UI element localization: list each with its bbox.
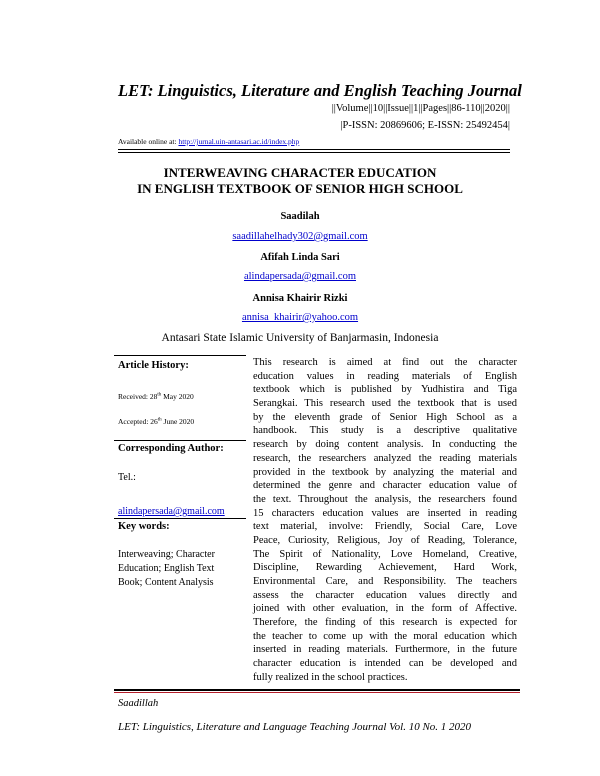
corresponding-author-heading: Corresponding Author:: [118, 443, 224, 454]
received-date: Received: 28th May 2020: [118, 392, 194, 401]
header-rule-thin: [118, 152, 510, 153]
keywords-heading: Key words:: [118, 521, 170, 532]
abstract-line: assess the character education values directly and: [253, 589, 517, 601]
footer-author: Saadillah: [118, 698, 159, 709]
author-email: [0, 266, 600, 284]
abstract-line: Environmental Care, and Responsibility. The teachers: [253, 576, 517, 587]
footer-rule: [114, 689, 520, 691]
abstract-line: fully realized in the school practices.: [253, 671, 408, 683]
abstract-line: This research is aimed at find out the character: [253, 357, 517, 368]
abstract-line: education values in reading materials of English: [253, 370, 517, 382]
abstract-line: Serangkai. This research used the textbook that is used: [253, 398, 517, 410]
author-name: Afifah Linda Sari: [260, 252, 340, 263]
abstract-line: Discipline, Rewarding Achievement, Hard Work,: [253, 562, 517, 574]
journal-issn-info: |P-ISSN: 20869606; E-ISSN: 25492454|: [340, 120, 510, 131]
accepted-date: Accepted: 26th June 2020: [118, 417, 195, 426]
abstract-line: research, the researchers analyzed the reading materials: [253, 452, 517, 464]
info-rule: [114, 518, 246, 519]
article-title-line1: INTERWEAVING CHARACTER EDUCATION: [163, 165, 437, 180]
abstract-line: handbook. This study is a descriptive qualitative: [253, 425, 517, 437]
footer-rule-red: [114, 692, 520, 693]
abstract-line: determined the genre and character education value of: [253, 480, 517, 492]
abstract: [253, 356, 517, 685]
abstract-line: Peace, Curiosity, Religious, Joy of Reading, Tolerance,: [253, 534, 517, 546]
author-email-link[interactable]: saadillahelhady302@gmail.com: [232, 231, 368, 242]
journal-volume-info: ||Volume||10||Issue||1||Pages||86-110||2020||: [331, 103, 510, 114]
abstract-line: The Spirit of Nationality, Love Homeland, Creative,: [253, 548, 517, 560]
abstract-line: character education is intended can be developed and: [253, 658, 517, 670]
abstract-line: textbook which is published by Yudhistira and Tiga: [253, 384, 517, 396]
article-history-heading: Article History:: [118, 360, 189, 371]
abstract-line: Therefore, the finding of this research is expected for: [253, 617, 517, 629]
abstract-line: the teacher to come up with the moral education which: [253, 630, 517, 642]
author-email-link[interactable]: alindapersada@gmail.com: [243, 271, 356, 282]
abstract-line: 15 characters education values are inserted in reading: [253, 507, 517, 519]
article-title-line2: IN ENGLISH TEXTBOOK OF SENIOR HIGH SCHOOL: [137, 181, 463, 196]
journal-title: LET: Linguistics, Literature and English Teaching Journal: [118, 81, 522, 100]
abstract-line: text material, involve: Friendly, Social Care, Love: [253, 521, 517, 533]
info-rule-top: [114, 355, 246, 356]
abstract-line: inserted in reading materials. Furthermore, in the future: [253, 644, 517, 656]
corresponding-email: [118, 501, 225, 519]
author-email: [0, 307, 600, 325]
available-label: Available online at:: [118, 137, 177, 146]
abstract-line: joined with other evaluation, in the form of Affective.: [253, 603, 517, 615]
abstract-line: research by doing content analysis. In conducting the: [253, 439, 517, 451]
header-rule: [118, 149, 510, 150]
corresponding-email-link[interactable]: alindapersada@gmail.com: [118, 506, 225, 517]
info-rule: [114, 440, 246, 441]
keywords-line: Book; Content Analysis: [118, 577, 214, 588]
author-name: Saadilah: [280, 211, 320, 222]
author-email-link[interactable]: annisa_khairir@yahoo.com: [241, 312, 359, 323]
affiliation: Antasari State Islamic University of Banjarmasin, Indonesia: [161, 332, 439, 344]
author-name: Annisa Khairir Rizki: [252, 293, 348, 304]
author-email: [0, 226, 600, 244]
keywords-line: Education; English Text: [118, 563, 215, 574]
available-online: [118, 137, 299, 146]
abstract-line: provided in the textbook by analyzing the material and: [253, 466, 517, 478]
journal-url-link[interactable]: http://jurnal.uin-antasari.ac.id/index.php: [178, 137, 300, 146]
keywords-line: Interweaving; Character: [118, 549, 215, 560]
abstract-line: the text. Throughout the analysis, the researchers found: [253, 493, 517, 505]
tel-label: Tel.:: [118, 472, 136, 483]
abstract-line: by the eleventh grade of Senior High School as a: [253, 411, 517, 423]
footer-journal: LET: Linguistics, Literature and Language Teaching Journal Vol. 10 No. 1 2020: [118, 721, 472, 733]
